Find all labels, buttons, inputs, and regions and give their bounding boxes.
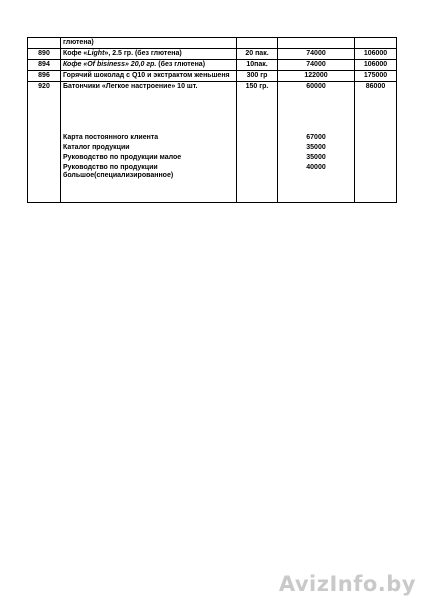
- item-number: 894: [28, 60, 61, 71]
- price-table-last-row: [28, 82, 397, 203]
- item-pack: 20 пак.: [237, 49, 278, 60]
- item-name: [61, 71, 237, 82]
- item-name-part: (без глютена): [156, 61, 206, 68]
- table-row: [28, 71, 397, 82]
- item-name: Батончики «Легкое настроение» 10 шт.: [63, 83, 198, 90]
- item-pack: 150 гр.: [237, 82, 278, 203]
- item-price-cell: [278, 82, 355, 203]
- price-table-body: [28, 38, 397, 82]
- item-price: 74000: [278, 60, 355, 71]
- item-name-cell: [61, 82, 237, 203]
- item-name-part: Кофе «Of bisiness» 20,0 гр.: [63, 61, 157, 68]
- extra-item-name: Карта постоянного клиента: [63, 134, 159, 141]
- item-name-part: », 2.5 гр. (без глютена): [104, 50, 182, 57]
- table-row: [28, 38, 397, 49]
- item-number: [28, 38, 61, 49]
- extra-item-price: 35000: [306, 144, 326, 151]
- extra-item-name: Руководство по продукции большое(специализированное): [63, 164, 174, 179]
- table-row: [28, 82, 397, 203]
- table-row: [28, 60, 397, 71]
- item-price-retail: 175000: [355, 71, 397, 82]
- table-row: [28, 49, 397, 60]
- item-price: 74000: [278, 49, 355, 60]
- item-number: 890: [28, 49, 61, 60]
- item-price: [278, 38, 355, 49]
- item-pack: 300 гр: [237, 71, 278, 82]
- item-name-part: глютена): [63, 39, 94, 46]
- item-name: [61, 60, 237, 71]
- item-price-retail: [355, 38, 397, 49]
- extra-item-price: 40000: [306, 164, 326, 171]
- item-pack: 10пак.: [237, 60, 278, 71]
- watermark-logo: AvizInfo.by: [278, 572, 416, 596]
- item-price-retail: 106000: [355, 60, 397, 71]
- extra-items-prices: [280, 134, 352, 180]
- item-pack: [237, 38, 278, 49]
- item-name-part: Кофе «: [63, 50, 88, 57]
- extra-item-name: Каталог продукции: [63, 144, 130, 151]
- item-name: [61, 49, 237, 60]
- item-price-retail: 106000: [355, 49, 397, 60]
- price-table: [27, 37, 397, 203]
- extra-item-price: 35000: [306, 154, 326, 161]
- item-name: [61, 38, 237, 49]
- item-name-part: Light: [87, 50, 105, 57]
- item-number: 920: [28, 82, 61, 203]
- item-price: 122000: [278, 71, 355, 82]
- item-price-retail: 86000: [355, 82, 397, 203]
- extra-item-name: Руководство по продукции малое: [63, 154, 182, 161]
- item-price: 60000: [306, 83, 326, 90]
- extra-item-price: 67000: [306, 134, 326, 141]
- item-number: 896: [28, 71, 61, 82]
- extra-items-names: [63, 134, 234, 180]
- item-name-part: Горячий шоколад с Q10 и экстрактом женьшеня: [63, 72, 230, 79]
